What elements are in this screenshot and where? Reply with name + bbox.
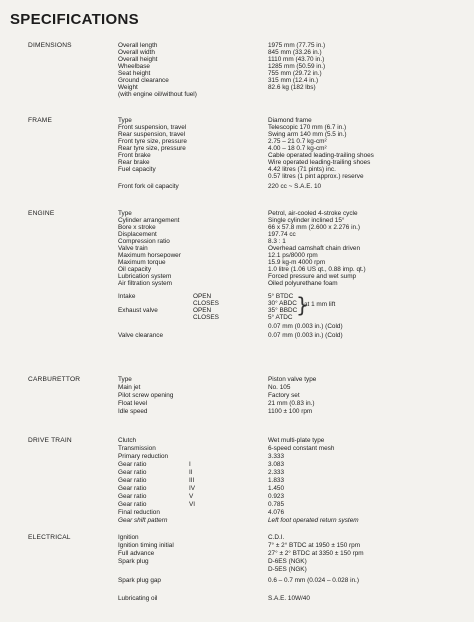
- spec-name: Float level: [118, 400, 148, 407]
- gear-numeral: II: [189, 469, 193, 476]
- gear-numeral: VI: [189, 501, 196, 508]
- spec-value: 315 mm (12.4 in.): [268, 77, 319, 84]
- spec-name: Front fork oil capacity: [118, 183, 179, 190]
- spec-name: Weight: [118, 84, 138, 91]
- spec-name: Ignition: [118, 534, 139, 541]
- spec-name: Primary reduction: [118, 453, 169, 460]
- spec-name: Lubricating oil: [118, 595, 158, 602]
- spec-value: C.D.I.: [268, 534, 285, 541]
- spec-value: Left foot operated return system: [268, 517, 359, 524]
- spec-row: [0, 509, 474, 517]
- spec-value: 4.42 litres (71 pints) inc.: [268, 166, 336, 173]
- spec-name: Rear suspension, travel: [118, 131, 186, 138]
- spec-name: Gear ratio: [118, 469, 147, 476]
- spec-name: Gear shift pattern: [118, 517, 168, 524]
- spec-row: [0, 469, 474, 477]
- spec-value: No. 105: [268, 384, 291, 391]
- spec-value: 220 cc ~ S.A.E. 10: [268, 183, 322, 190]
- spec-value: 197.74 cc: [268, 231, 296, 238]
- spec-value: Wire operated leading-trailing shoes: [268, 159, 371, 166]
- spec-value: 1.0 litre (1.06 US qt., 0.88 imp. qt.): [268, 266, 366, 273]
- section-label-electrical: ELECTRICAL: [28, 534, 71, 541]
- spec-name: Spark plug gap: [118, 577, 161, 584]
- spec-row: [0, 437, 474, 445]
- spec-row: [0, 534, 474, 542]
- spec-name: Fuel capacity: [118, 166, 156, 173]
- section-label-frame: FRAME: [28, 117, 53, 124]
- spec-value: 845 mm (33.26 in.): [268, 49, 322, 56]
- spec-value: Factory set: [268, 392, 300, 399]
- spec-value: Overhead camshaft chain driven: [268, 245, 361, 252]
- spec-value: 15.9 kg-m 4000 rpm: [268, 259, 326, 266]
- spec-value: 0.07 mm (0.003 in.) (Cold): [268, 332, 343, 339]
- spec-row: [0, 408, 474, 416]
- spec-value: 4.076: [268, 509, 284, 516]
- spec-value: Single cylinder inclined 15°: [268, 217, 345, 224]
- spec-name: Main jet: [118, 384, 141, 391]
- timing-note: at 1 mm lift: [304, 301, 336, 308]
- spec-row: [0, 595, 474, 603]
- spec-value: 4.00 – 18 0.7 kg-cm²: [268, 145, 327, 152]
- spec-row: [0, 485, 474, 493]
- spec-row: [0, 280, 474, 288]
- spec-row: [0, 453, 474, 461]
- spec-value: 30° ABDC: [268, 300, 297, 307]
- spec-value: S.A.E. 10W/40: [268, 595, 310, 602]
- gear-numeral: III: [189, 477, 195, 484]
- spec-name: Gear ratio: [118, 477, 147, 484]
- spec-row: [0, 517, 474, 525]
- spec-row: [0, 384, 474, 392]
- spec-value: 8.3 : 1: [268, 238, 286, 245]
- spec-value: 21 mm (0.83 in.): [268, 400, 315, 407]
- section-label-carburettor: CARBURETTOR: [28, 376, 81, 383]
- section-label-drive-train: DRIVE TRAIN: [28, 437, 72, 444]
- spec-name: Rear tyre size, pressure: [118, 145, 186, 152]
- spec-name: Valve clearance: [118, 332, 163, 339]
- timing-row: [0, 314, 474, 322]
- spec-row: [0, 501, 474, 509]
- spec-value: 3.333: [268, 453, 284, 460]
- spec-value: 3.083: [268, 461, 284, 468]
- gear-numeral: I: [189, 461, 191, 468]
- spec-value: Forced pressure and wet sump: [268, 273, 357, 280]
- timing-sub: CLOSES: [193, 314, 219, 321]
- spec-value: D-6ES (NGK): [268, 558, 307, 565]
- spec-name: Wheelbase: [118, 63, 150, 70]
- spec-value: Cable operated leading-trailing shoes: [268, 152, 374, 159]
- spec-name: Rear brake: [118, 159, 150, 166]
- spec-value: 2.75 – 21 0.7 kg-cm²: [268, 138, 327, 145]
- spec-value: 7° ± 2° BTDC at 1950 ± 150 rpm: [268, 542, 361, 549]
- spec-row: [0, 493, 474, 501]
- spec-value: 1.450: [268, 485, 284, 492]
- spec-name: (with engine oil/without fuel): [118, 91, 197, 98]
- spec-name: Overall height: [118, 56, 158, 63]
- spec-name: Valve train: [118, 245, 148, 252]
- section-label-dimensions: DIMENSIONS: [28, 42, 72, 49]
- spec-value: Petrol, air-cooled 4-stroke cycle: [268, 210, 358, 217]
- spec-value: 82.6 kg (182 lbs): [268, 84, 316, 91]
- spec-value: 0.57 litres (1 pint approx.) reserve: [268, 173, 364, 180]
- gear-numeral: V: [189, 493, 194, 500]
- brace-mark: }: [296, 293, 309, 317]
- spec-value: 5° ATDC: [268, 314, 293, 321]
- spec-value: 6-speed constant mesh: [268, 445, 335, 452]
- spec-name: Final reduction: [118, 509, 160, 516]
- spec-value: 0.923: [268, 493, 284, 500]
- spec-row: [0, 461, 474, 469]
- spec-name: Type: [118, 376, 132, 383]
- spec-value: Oiled polyurethane foam: [268, 280, 338, 287]
- spec-value: Diamond frame: [268, 117, 312, 124]
- timing-sub: OPEN: [193, 293, 212, 300]
- timing-sub: OPEN: [193, 307, 212, 314]
- spec-value: 755 mm (29.72 in.): [268, 70, 322, 77]
- spec-row: [0, 332, 474, 340]
- spec-row: [0, 392, 474, 400]
- spec-value: 1100 ± 100 rpm: [268, 408, 313, 415]
- spec-value: 5° BTDC: [268, 293, 294, 300]
- spec-name: Front tyre size, pressure: [118, 138, 187, 145]
- spec-name: Gear ratio: [118, 461, 147, 468]
- spec-name: Gear ratio: [118, 501, 147, 508]
- spec-name: Gear ratio: [118, 493, 147, 500]
- spec-row: [0, 477, 474, 485]
- page-title: SPECIFICATIONS: [10, 11, 139, 28]
- spec-value: 1975 mm (77.75 in.): [268, 42, 326, 49]
- spec-value: D-5ES (NGK): [268, 566, 307, 573]
- spec-row: [0, 577, 474, 585]
- spec-row: [0, 323, 474, 331]
- spec-name: Type: [118, 210, 132, 217]
- gear-numeral: IV: [189, 485, 196, 492]
- section-label-engine: ENGINE: [28, 210, 55, 217]
- spec-value: Swing arm 140 mm (5.5 in.): [268, 131, 347, 138]
- spec-name: Overall width: [118, 49, 155, 56]
- spec-row: [0, 91, 474, 99]
- spec-value: 1.833: [268, 477, 284, 484]
- spec-name: Lubrication system: [118, 273, 172, 280]
- spec-name: Full advance: [118, 550, 155, 557]
- spec-value: 2.333: [268, 469, 284, 476]
- spec-row: [0, 183, 474, 191]
- spec-value: 1285 mm (50.59 in.): [268, 63, 326, 70]
- spec-name: Intake: [118, 293, 136, 300]
- spec-name: Air filtration system: [118, 280, 172, 287]
- spec-name: Pilot screw opening: [118, 392, 174, 399]
- spec-value: 35° BBDC: [268, 307, 298, 314]
- spec-value: 27° ± 2° BTDC at 3350 ± 150 rpm: [268, 550, 364, 557]
- spec-value: 0.07 mm (0.003 in.) (Cold): [268, 323, 343, 330]
- spec-name: Front brake: [118, 152, 151, 159]
- spec-name: Oil capacity: [118, 266, 152, 273]
- spec-row: [0, 445, 474, 453]
- spec-row: [0, 550, 474, 558]
- spec-name: Gear ratio: [118, 485, 147, 492]
- spec-name: Bore x stroke: [118, 224, 156, 231]
- spec-name: Exhaust valve: [118, 307, 158, 314]
- spec-value: Piston valve type: [268, 376, 317, 383]
- spec-name: Ground clearance: [118, 77, 169, 84]
- spec-name: Clutch: [118, 437, 137, 444]
- spec-name: Idle speed: [118, 408, 148, 415]
- spec-name: Ignition timing initial: [118, 542, 174, 549]
- spec-value: 66 x 57.8 mm (2.600 x 2.276 in.): [268, 224, 361, 231]
- spec-name: Front suspension, travel: [118, 124, 187, 131]
- spec-row: [0, 566, 474, 574]
- timing-sub: CLOSES: [193, 300, 219, 307]
- spec-name: Spark plug: [118, 558, 149, 565]
- spec-row: [0, 558, 474, 566]
- spec-name: Maximum torque: [118, 259, 166, 266]
- spec-name: Cylinder arrangement: [118, 217, 180, 224]
- spec-value: 1110 mm (43.70 in.): [268, 56, 325, 63]
- spec-value: 0.785: [268, 501, 284, 508]
- spec-name: Transmission: [118, 445, 156, 452]
- spec-value: Wet multi-plate type: [268, 437, 325, 444]
- spec-name: Compression ratio: [118, 238, 170, 245]
- spec-name: Type: [118, 117, 132, 124]
- spec-value: Telescopic 170 mm (6.7 in.): [268, 124, 347, 131]
- spec-name: Overall length: [118, 42, 158, 49]
- spec-name: Maximum horsepower: [118, 252, 181, 259]
- spec-name: Displacement: [118, 231, 157, 238]
- spec-name: Seat height: [118, 70, 151, 77]
- spec-row: [0, 376, 474, 384]
- spec-value: 0.6 – 0.7 mm (0.024 – 0.028 in.): [268, 577, 359, 584]
- spec-row: [0, 400, 474, 408]
- spec-row: [0, 173, 474, 181]
- spec-row: [0, 542, 474, 550]
- spec-value: 12.1 ps/8000 rpm: [268, 252, 318, 259]
